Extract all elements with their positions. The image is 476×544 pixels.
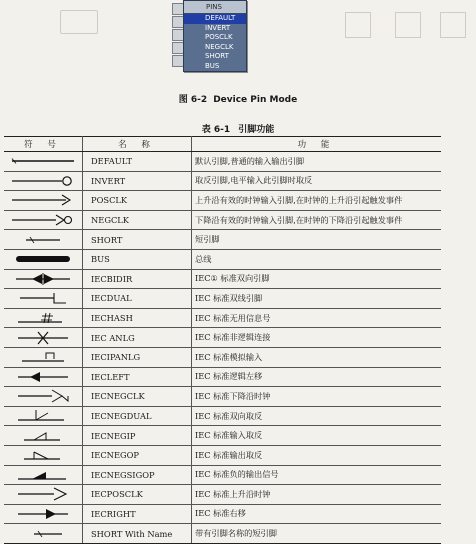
pin-name-cell: IECLEFT bbox=[83, 367, 192, 387]
pins-item-invert[interactable]: INVERT bbox=[205, 23, 231, 32]
symbol-cell bbox=[4, 328, 83, 348]
pin-function-cell: 总线 bbox=[192, 249, 442, 269]
symbol-cell bbox=[4, 171, 83, 191]
table-row bbox=[4, 367, 441, 387]
table-row bbox=[4, 426, 441, 446]
pin-function-cell: IEC 标准下降沿时钟 bbox=[192, 387, 442, 407]
pin-function-cell: 下降沿有效的时钟输入引脚,在时钟的下降沿引起触发事件 bbox=[192, 210, 442, 230]
symbol-cell bbox=[4, 426, 83, 446]
pin-name-cell: POSCLK bbox=[83, 191, 192, 211]
pin-function-cell: 上升沿有效的时钟输入引脚,在时钟的上升沿引起触发事件 bbox=[192, 191, 442, 211]
pins-item-bus[interactable]: BUS bbox=[205, 61, 220, 70]
pin-function-cell: IEC 标准非逻辑连接 bbox=[192, 328, 442, 348]
table-number: 表 6-1 bbox=[201, 125, 231, 135]
pin-function-cell: IEC 标准负的输出信号 bbox=[192, 465, 442, 485]
symbol-cell bbox=[4, 230, 83, 250]
table-row bbox=[4, 249, 441, 269]
iecbidir-pin-icon bbox=[8, 272, 78, 286]
figure-title: Device Pin Mode bbox=[213, 95, 298, 105]
pin-name-cell: IECNEGSIGOP bbox=[83, 465, 192, 485]
figure-screenshot bbox=[0, 0, 476, 84]
table-row bbox=[4, 171, 441, 191]
pin-function-cell: IEC 标准双线引脚 bbox=[192, 289, 442, 309]
table-row bbox=[4, 289, 441, 309]
table-row bbox=[4, 230, 441, 250]
pin-name-cell: IECBIDIR bbox=[83, 269, 192, 289]
pin-name-cell: IECNEGCLK bbox=[83, 387, 192, 407]
short-pin-icon bbox=[8, 233, 78, 247]
symbol-cell bbox=[4, 191, 83, 211]
table-row bbox=[4, 504, 441, 524]
symbol-cell bbox=[4, 289, 83, 309]
pins-item-posclk[interactable]: POSCLK bbox=[205, 33, 233, 42]
header-name: 名 称 bbox=[83, 137, 192, 152]
header-symbol: 符 号 bbox=[4, 137, 83, 152]
table-caption bbox=[0, 122, 476, 135]
symbol-cell bbox=[4, 445, 83, 465]
table-row bbox=[4, 406, 441, 426]
pin-name-cell: IECNEGDUAL bbox=[83, 406, 192, 426]
pins-panel-title: PINS bbox=[184, 1, 246, 14]
pin-name-cell: IECPOSCLK bbox=[83, 485, 192, 505]
pin-function-cell: IEC 标准输入取反 bbox=[192, 426, 442, 446]
iecnegsigop-pin-icon bbox=[8, 468, 78, 482]
pin-function-table bbox=[4, 136, 441, 544]
symbol-cell bbox=[4, 347, 83, 367]
table-header-row bbox=[4, 137, 441, 152]
pin-function-cell: 带有引脚名称的短引脚 bbox=[192, 524, 442, 544]
pin-name-cell: BUS bbox=[83, 249, 192, 269]
table-row bbox=[4, 308, 441, 328]
symbol-cell bbox=[4, 465, 83, 485]
symbol-cell bbox=[4, 504, 83, 524]
table-row bbox=[4, 387, 441, 407]
pin-name-cell: NEGCLK bbox=[83, 210, 192, 230]
pin-function-cell: IEC① 标准双向引脚 bbox=[192, 269, 442, 289]
iec-anlg-pin-icon bbox=[8, 331, 78, 345]
negclk-pin-icon bbox=[8, 213, 78, 227]
table-row bbox=[4, 269, 441, 289]
symbol-cell bbox=[4, 269, 83, 289]
pin-function-cell: 取反引脚,电平输入此引脚时取反 bbox=[192, 171, 442, 191]
bleed-through-shape bbox=[345, 12, 371, 38]
iecipanlg-pin-icon bbox=[8, 350, 78, 364]
symbol-cell bbox=[4, 210, 83, 230]
bleed-through-shape bbox=[440, 12, 466, 38]
pins-item-negclk[interactable]: NEGCLK bbox=[205, 42, 234, 51]
iecnegdual-pin-icon bbox=[8, 409, 78, 423]
pin-name-cell: IECNEGIP bbox=[83, 426, 192, 446]
symbol-cell bbox=[4, 249, 83, 269]
pin-name-cell: IECNEGOP bbox=[83, 445, 192, 465]
bleed-through-shape bbox=[395, 12, 421, 38]
pin-name-cell: IEC ANLG bbox=[83, 328, 192, 348]
table-row bbox=[4, 485, 441, 505]
table-row bbox=[4, 152, 441, 172]
bleed-through-shape bbox=[60, 10, 98, 34]
pins-list bbox=[184, 14, 246, 72]
pin-function-cell: IEC 标准右移 bbox=[192, 504, 442, 524]
bus-pin-icon bbox=[8, 252, 78, 266]
iecnegop-pin-icon bbox=[8, 448, 78, 462]
pins-item-default[interactable]: DEFAULT bbox=[184, 14, 246, 24]
default-pin-icon bbox=[8, 154, 78, 168]
table-row bbox=[4, 210, 441, 230]
table-row bbox=[4, 465, 441, 485]
symbol-cell bbox=[4, 387, 83, 407]
figure-caption bbox=[0, 92, 476, 105]
pins-item-short[interactable]: SHORT bbox=[205, 52, 229, 61]
short-with-name-pin-icon bbox=[8, 527, 78, 541]
invert-pin-icon bbox=[8, 174, 78, 188]
iechash-pin-icon bbox=[8, 311, 78, 325]
pin-name-cell: SHORT With Name bbox=[83, 524, 192, 544]
pin-name-cell: IECHASH bbox=[83, 308, 192, 328]
posclk-pin-icon bbox=[8, 193, 78, 207]
table-row bbox=[4, 328, 441, 348]
toolbar-column bbox=[170, 2, 184, 72]
symbol-cell bbox=[4, 406, 83, 426]
symbol-cell bbox=[4, 152, 83, 172]
symbol-cell bbox=[4, 308, 83, 328]
table-row bbox=[4, 445, 441, 465]
pin-name-cell: IECIPANLG bbox=[83, 347, 192, 367]
figure-number: 图 6-2 bbox=[178, 95, 208, 105]
pin-name-cell: INVERT bbox=[83, 171, 192, 191]
pin-function-cell: IEC 标准逻辑左移 bbox=[192, 367, 442, 387]
iecposclk-pin-icon bbox=[8, 487, 78, 501]
table-row bbox=[4, 347, 441, 367]
pin-function-cell: IEC 标准输出取反 bbox=[192, 445, 442, 465]
table-title: 引脚功能 bbox=[238, 125, 275, 135]
symbol-cell bbox=[4, 367, 83, 387]
symbol-cell bbox=[4, 524, 83, 544]
iecleft-pin-icon bbox=[8, 370, 78, 384]
pin-name-cell: SHORT bbox=[83, 230, 192, 250]
table-row bbox=[4, 524, 441, 544]
pin-function-cell: IEC 标准双向取反 bbox=[192, 406, 442, 426]
table-row bbox=[4, 191, 441, 211]
pin-function-cell: IEC 标准模拟输入 bbox=[192, 347, 442, 367]
pin-function-cell: 默认引脚,普通的输入输出引脚 bbox=[192, 152, 442, 172]
iecdual-pin-icon bbox=[8, 291, 78, 305]
pin-name-cell: IECRIGHT bbox=[83, 504, 192, 524]
symbol-cell bbox=[4, 485, 83, 505]
pin-name-cell: DEFAULT bbox=[83, 152, 192, 172]
pin-name-cell: IECDUAL bbox=[83, 289, 192, 309]
iecright-pin-icon bbox=[8, 507, 78, 521]
header-function: 功 能 bbox=[192, 137, 442, 152]
pin-function-cell: 短引脚 bbox=[192, 230, 442, 250]
pin-function-cell: IEC 标准上升沿时钟 bbox=[192, 485, 442, 505]
iecnegip-pin-icon bbox=[8, 429, 78, 443]
pin-function-cell: IEC 标准无用信息号 bbox=[192, 308, 442, 328]
iecnegclk-pin-icon bbox=[8, 389, 78, 403]
pins-mode-panel bbox=[183, 0, 247, 72]
